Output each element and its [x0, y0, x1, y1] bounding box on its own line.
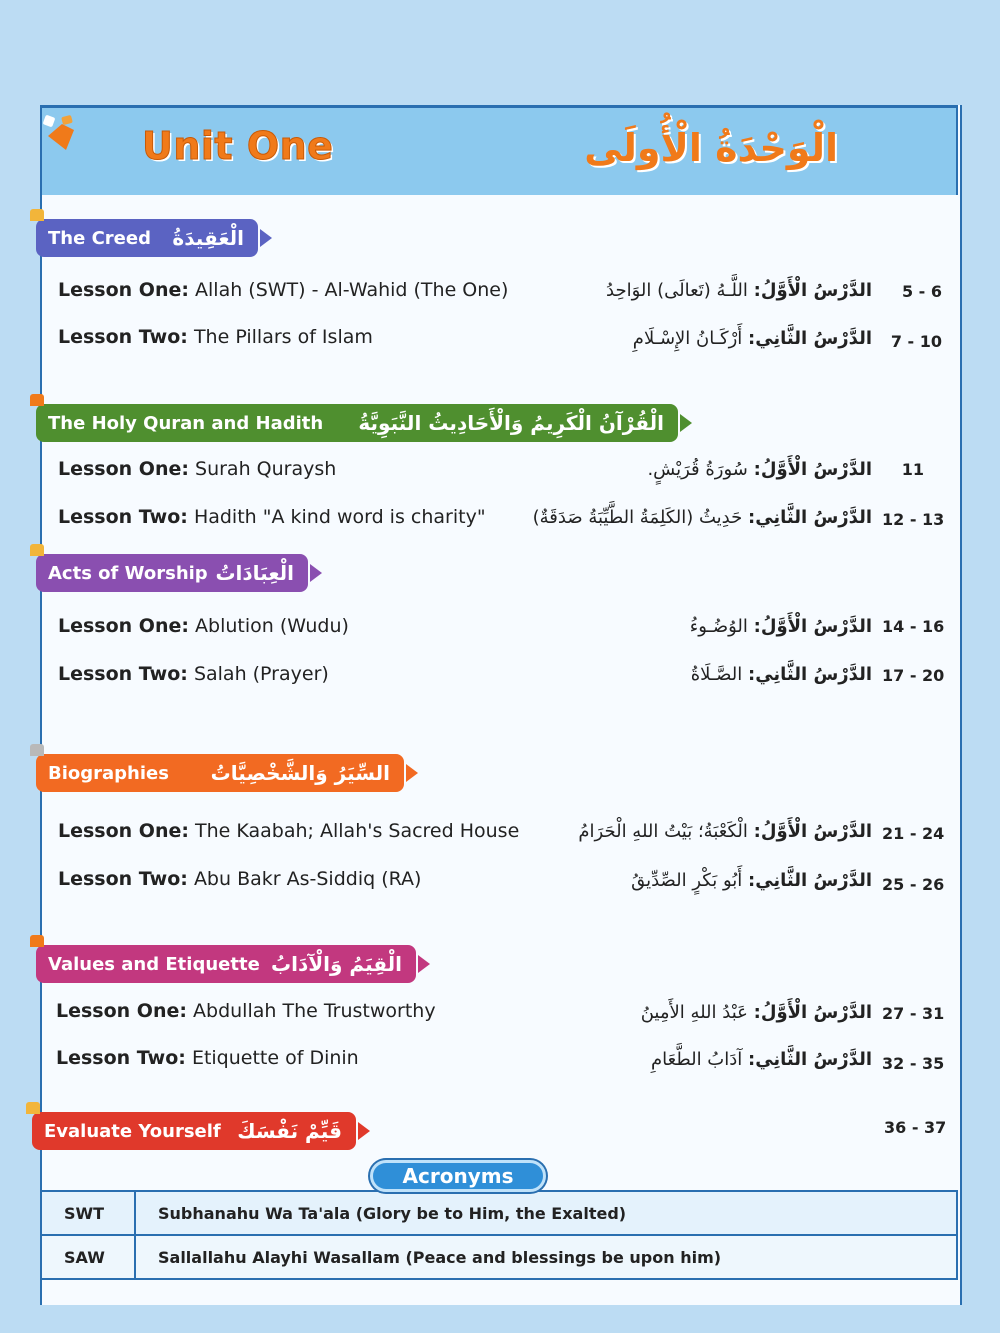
- table-row: [41, 1235, 957, 1279]
- section-title-en: The Creed: [48, 227, 151, 249]
- lesson-title-ar: الوُضُـوءُ: [689, 616, 748, 637]
- lesson-label-ar: الدَّرْسُ الْأَوَّلُ:: [753, 821, 872, 842]
- page-range: 11: [901, 460, 924, 479]
- section-ribbon-acts-of-worship: [36, 554, 308, 592]
- page-range: 17 - 20: [882, 666, 945, 685]
- lesson-en: [58, 820, 519, 842]
- lesson-ar: [533, 507, 872, 528]
- ribbon-tab: [30, 744, 44, 756]
- lesson-en: [56, 1047, 359, 1069]
- lesson-title-ar: آدَابُ الطَّعَامِ: [651, 1049, 743, 1070]
- ribbon-tab: [30, 544, 44, 556]
- lesson-title: Allah (SWT) - Al-Wahid (The One): [195, 279, 509, 301]
- section-ribbon-evaluate-yourself: [32, 1112, 356, 1150]
- acronym-abbr: SWT: [41, 1191, 135, 1235]
- lesson-label-ar: الدَّرْسُ الْأَوَّلُ:: [753, 280, 872, 301]
- lesson-ar: [647, 459, 872, 480]
- section-ribbon-quran-hadith: [36, 404, 678, 442]
- lesson-ar: [690, 616, 872, 637]
- section-title-ar: قَيِّمْ نَفْسَكَ: [237, 1119, 342, 1143]
- lesson-label: Lesson One:: [58, 458, 189, 480]
- corner-shape-icon: [40, 110, 86, 154]
- lesson-ar: [651, 1049, 872, 1070]
- lesson-en: [58, 458, 336, 480]
- lesson-label-ar: الدَّرْسُ الثَّانِي:: [748, 664, 872, 685]
- section-title-ar: الْقِيَمُ وَالْآدَابُ: [271, 952, 402, 976]
- lesson-title-ar: الصَّـلَاةُ: [690, 664, 743, 685]
- lesson-label-ar: الدَّرْسُ الثَّانِي:: [748, 328, 872, 349]
- lesson-title: Hadith "A kind word is charity": [193, 506, 486, 528]
- lesson-title: The Kaabah; Allah's Sacred House: [195, 820, 520, 842]
- unit-title-en: Unit One: [142, 124, 334, 168]
- chevron-right-icon: [260, 229, 272, 247]
- lesson-ar: [691, 664, 872, 685]
- ribbon-tab: [30, 394, 44, 406]
- lesson-en: [58, 506, 486, 528]
- section-ribbon-creed: [36, 219, 258, 257]
- page-range: 21 - 24: [882, 824, 945, 843]
- section-title-ar: الْعَقِيدَةُ: [172, 226, 244, 250]
- page-range: 7 - 10: [890, 332, 942, 351]
- chevron-right-icon: [418, 955, 430, 973]
- lesson-label: Lesson One:: [58, 279, 189, 301]
- lesson-label: Lesson Two:: [58, 506, 188, 528]
- section-title-en: The Holy Quran and Hadith: [48, 412, 324, 434]
- chevron-right-icon: [310, 564, 322, 582]
- chevron-right-icon: [358, 1122, 370, 1140]
- page-range: 5 - 6: [901, 282, 942, 301]
- lesson-label-ar: الدَّرْسُ الْأَوَّلُ:: [753, 1002, 872, 1023]
- lesson-label: Lesson One:: [56, 1000, 187, 1022]
- section-title-ar: السِّيَرُ وَالشَّخْصِيَّاتُ: [210, 761, 390, 785]
- acronym-meaning: Subhanahu Wa Ta'ala (Glory be to Him, the Exalted): [135, 1191, 957, 1235]
- unit-title-ar: الْوَحْدَةُ الْأُولَى: [584, 126, 838, 170]
- lesson-title-ar: سُورَةُ قُرَيْشٍ.: [647, 459, 748, 480]
- page-range: 36 - 37: [884, 1118, 947, 1137]
- lesson-title-ar: الْكَعْبَةُ؛ بَيْتُ اللهِ الْحَرَامُ: [578, 821, 748, 842]
- lesson-label-ar: الدَّرْسُ الثَّانِي:: [748, 1049, 872, 1070]
- section-ribbon-biographies: [36, 754, 404, 792]
- lesson-title: Ablution (Wudu): [195, 615, 349, 637]
- lesson-en: [56, 1000, 436, 1022]
- section-title-en: Values and Etiquette: [48, 953, 260, 975]
- lesson-label: Lesson One:: [58, 820, 189, 842]
- lesson-en: [58, 868, 421, 890]
- lesson-ar: [633, 328, 872, 349]
- lesson-label: Lesson Two:: [58, 663, 188, 685]
- lesson-title: Etiquette of Dinin: [191, 1047, 359, 1069]
- lesson-title: Surah Quraysh: [195, 458, 337, 480]
- acronyms-title: Acronyms: [370, 1160, 546, 1192]
- lesson-title: Salah (Prayer): [193, 663, 329, 685]
- lesson-title-ar: أَبُو بَكْرٍ الصِّدِّيقُ: [631, 870, 743, 891]
- section-title-ar: الْعِبَادَاتُ: [215, 561, 294, 585]
- page-range: 27 - 31: [882, 1004, 945, 1023]
- section-title-en: Evaluate Yourself: [44, 1120, 221, 1142]
- ribbon-tab: [30, 209, 44, 221]
- section-title-en: Acts of Worship: [48, 562, 208, 584]
- lesson-en: [58, 663, 329, 685]
- lesson-en: [58, 615, 349, 637]
- lesson-en: [58, 326, 373, 348]
- lesson-title-ar: اللَّـهُ (تَعالَى) الوَاحِدُ: [606, 280, 748, 301]
- lesson-title-ar: حَدِيثُ (الكَلِمَةُ الطَّيِّبَةُ صَدَقَةٌ): [532, 507, 743, 528]
- section-title-ar: الْقُرْآنُ الْكَرِيمُ وَالْأَحَادِيثُ النَّبَوِيَّةُ: [358, 411, 664, 435]
- acronyms-table: [40, 1190, 958, 1280]
- chevron-right-icon: [406, 764, 418, 782]
- lesson-title: Abdullah The Trustworthy: [193, 1000, 436, 1022]
- ribbon-tab: [30, 935, 44, 947]
- page-range: 12 - 13: [882, 510, 945, 529]
- lesson-title: Abu Bakr As-Siddiq (RA): [193, 868, 422, 890]
- lesson-ar: [641, 1002, 872, 1023]
- lesson-ar: [631, 870, 872, 891]
- chevron-right-icon: [680, 414, 692, 432]
- acronym-meaning: Sallallahu Alayhi Wasallam (Peace and blessings be upon him): [135, 1235, 957, 1279]
- lesson-label-ar: الدَّرْسُ الثَّانِي:: [748, 870, 872, 891]
- ribbon-tab: [26, 1102, 40, 1114]
- section-title-en: Biographies: [48, 762, 169, 784]
- page-range: 14 - 16: [882, 617, 945, 636]
- table-row: [41, 1191, 957, 1235]
- lesson-ar: [606, 280, 872, 301]
- lesson-label: Lesson One:: [58, 615, 189, 637]
- lesson-label-ar: الدَّرْسُ الْأَوَّلُ:: [753, 616, 872, 637]
- acronym-abbr: SAW: [41, 1235, 135, 1279]
- lesson-label: Lesson Two:: [58, 326, 188, 348]
- lesson-title-ar: عَبْدُ اللهِ الأَمِينُ: [640, 1002, 748, 1023]
- page-range: 25 - 26: [882, 875, 945, 894]
- page-range: 32 - 35: [882, 1054, 945, 1073]
- lesson-label-ar: الدَّرْسُ الثَّانِي:: [748, 507, 872, 528]
- lesson-title: The Pillars of Islam: [193, 326, 373, 348]
- lesson-en: [58, 279, 508, 301]
- lesson-title-ar: أَرْكَـانُ الإِسْـلَامِ: [632, 328, 743, 349]
- lesson-ar: [578, 821, 872, 842]
- lesson-label: Lesson Two:: [58, 868, 188, 890]
- section-ribbon-values-etiquette: [36, 945, 416, 983]
- lesson-label-ar: الدَّرْسُ الْأَوَّلُ:: [753, 459, 872, 480]
- lesson-label: Lesson Two:: [56, 1047, 186, 1069]
